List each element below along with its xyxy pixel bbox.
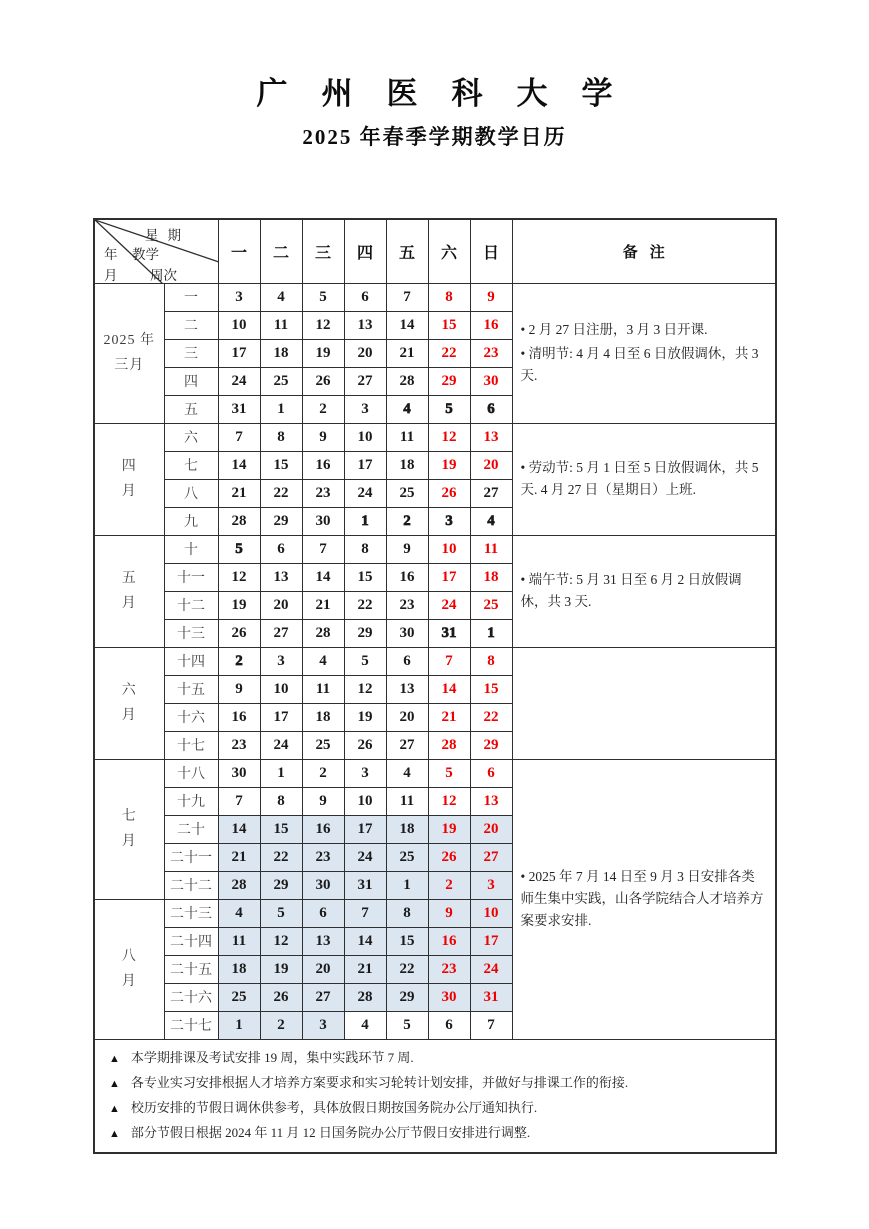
date-cell: 7 bbox=[218, 787, 260, 815]
date-cell: 3 bbox=[428, 507, 470, 535]
date-cell: 14 bbox=[386, 311, 428, 339]
teaching-week-number: 二十 bbox=[164, 815, 218, 843]
date-cell: 31 bbox=[428, 619, 470, 647]
date-cell: 24 bbox=[344, 479, 386, 507]
teaching-week-number: 十七 bbox=[164, 731, 218, 759]
date-cell: 24 bbox=[218, 367, 260, 395]
date-cell: 14 bbox=[218, 451, 260, 479]
date-cell: 11 bbox=[218, 927, 260, 955]
date-cell: 9 bbox=[302, 423, 344, 451]
teaching-week-number: 十九 bbox=[164, 787, 218, 815]
remarks-cell bbox=[512, 283, 776, 423]
date-cell: 13 bbox=[470, 423, 512, 451]
date-cell: 21 bbox=[218, 843, 260, 871]
teaching-week-number: 二 bbox=[164, 311, 218, 339]
date-cell: 26 bbox=[428, 843, 470, 871]
remark-paragraph: • 2 月 27 日注册，3 月 3 日开课. bbox=[520, 322, 708, 337]
teaching-week-number: 十六 bbox=[164, 703, 218, 731]
date-cell: 29 bbox=[386, 983, 428, 1011]
date-cell: 27 bbox=[386, 731, 428, 759]
date-cell: 10 bbox=[344, 423, 386, 451]
date-cell: 8 bbox=[470, 647, 512, 675]
teaching-week-number: 九 bbox=[164, 507, 218, 535]
date-cell: 10 bbox=[260, 675, 302, 703]
month-label: 四 月 bbox=[94, 423, 164, 535]
date-cell: 24 bbox=[428, 591, 470, 619]
footer-notes-cell bbox=[94, 1039, 776, 1153]
date-cell: 11 bbox=[386, 423, 428, 451]
date-cell: 26 bbox=[302, 367, 344, 395]
date-cell: 3 bbox=[470, 871, 512, 899]
date-cell: 9 bbox=[386, 535, 428, 563]
date-cell: 21 bbox=[302, 591, 344, 619]
date-cell: 29 bbox=[260, 871, 302, 899]
date-cell: 7 bbox=[218, 423, 260, 451]
date-cell: 4 bbox=[302, 647, 344, 675]
date-cell: 18 bbox=[386, 815, 428, 843]
date-cell: 12 bbox=[260, 927, 302, 955]
date-cell: 27 bbox=[302, 983, 344, 1011]
date-cell: 5 bbox=[428, 759, 470, 787]
corner-label-month: 月 bbox=[104, 268, 118, 283]
date-cell: 1 bbox=[470, 619, 512, 647]
teaching-week-number: 十五 bbox=[164, 675, 218, 703]
date-cell: 21 bbox=[428, 703, 470, 731]
date-cell: 29 bbox=[344, 619, 386, 647]
date-cell: 11 bbox=[386, 787, 428, 815]
day-header-fri: 五 bbox=[386, 219, 428, 283]
date-cell: 3 bbox=[344, 759, 386, 787]
date-cell: 3 bbox=[302, 1011, 344, 1039]
date-cell: 3 bbox=[218, 283, 260, 311]
date-cell: 17 bbox=[344, 815, 386, 843]
date-cell: 29 bbox=[428, 367, 470, 395]
date-cell: 12 bbox=[302, 311, 344, 339]
date-cell: 7 bbox=[428, 647, 470, 675]
date-cell: 2 bbox=[302, 759, 344, 787]
date-cell: 19 bbox=[218, 591, 260, 619]
date-cell: 31 bbox=[218, 395, 260, 423]
date-cell: 1 bbox=[386, 871, 428, 899]
date-cell: 10 bbox=[470, 899, 512, 927]
footer-row bbox=[94, 1039, 776, 1153]
date-cell: 12 bbox=[344, 675, 386, 703]
date-cell: 6 bbox=[428, 1011, 470, 1039]
date-cell: 28 bbox=[302, 619, 344, 647]
date-cell: 19 bbox=[344, 703, 386, 731]
corner-label-year: 年 bbox=[104, 247, 118, 262]
date-cell: 30 bbox=[218, 759, 260, 787]
date-cell: 20 bbox=[470, 815, 512, 843]
footer-note-line: ▲ 各专业实习安排根据人才培养方案要求和实习轮转计划安排，并做好与排课工作的衔接. bbox=[109, 1074, 629, 1090]
date-cell: 27 bbox=[260, 619, 302, 647]
date-cell: 19 bbox=[302, 339, 344, 367]
date-cell: 23 bbox=[218, 731, 260, 759]
date-cell: 30 bbox=[386, 619, 428, 647]
date-cell: 23 bbox=[428, 955, 470, 983]
triangle-bullet-icon: ▲ bbox=[109, 1102, 120, 1115]
date-cell: 2 bbox=[218, 647, 260, 675]
date-cell: 22 bbox=[386, 955, 428, 983]
teaching-week-number: 一 bbox=[164, 283, 218, 311]
date-cell: 20 bbox=[470, 451, 512, 479]
calendar-table bbox=[93, 218, 777, 1154]
date-cell: 5 bbox=[344, 647, 386, 675]
remarks-cell bbox=[512, 423, 776, 535]
date-cell: 12 bbox=[218, 563, 260, 591]
date-cell: 2 bbox=[386, 507, 428, 535]
date-cell: 5 bbox=[218, 535, 260, 563]
date-cell: 23 bbox=[302, 843, 344, 871]
teaching-week-number: 五 bbox=[164, 395, 218, 423]
date-cell: 19 bbox=[428, 451, 470, 479]
date-cell: 5 bbox=[302, 283, 344, 311]
teaching-week-number: 二十六 bbox=[164, 983, 218, 1011]
date-cell: 18 bbox=[302, 703, 344, 731]
remarks-cell bbox=[512, 759, 776, 1039]
teaching-week-number: 二十五 bbox=[164, 955, 218, 983]
date-cell: 16 bbox=[470, 311, 512, 339]
date-cell: 23 bbox=[302, 479, 344, 507]
date-cell: 21 bbox=[218, 479, 260, 507]
header-row bbox=[94, 219, 776, 283]
teaching-week-number: 二十七 bbox=[164, 1011, 218, 1039]
teaching-week-number: 十三 bbox=[164, 619, 218, 647]
date-cell: 10 bbox=[218, 311, 260, 339]
teaching-week-number: 十一 bbox=[164, 563, 218, 591]
date-cell: 27 bbox=[470, 843, 512, 871]
teaching-week-number: 十二 bbox=[164, 591, 218, 619]
date-cell: 11 bbox=[470, 535, 512, 563]
date-cell: 27 bbox=[470, 479, 512, 507]
teaching-week-number: 十八 bbox=[164, 759, 218, 787]
date-cell: 15 bbox=[344, 563, 386, 591]
teaching-week-number: 八 bbox=[164, 479, 218, 507]
date-cell: 26 bbox=[218, 619, 260, 647]
date-cell: 1 bbox=[260, 759, 302, 787]
date-cell: 30 bbox=[302, 871, 344, 899]
date-cell: 30 bbox=[428, 983, 470, 1011]
triangle-bullet-icon: ▲ bbox=[109, 1077, 120, 1090]
date-cell: 26 bbox=[344, 731, 386, 759]
date-cell: 18 bbox=[386, 451, 428, 479]
remark-paragraph: • 2025 年 7 月 14 日至 9 月 3 日安排各类师生集中实践，山各学院结合人才培养方案要求安排. bbox=[520, 869, 764, 928]
month-label: 五 月 bbox=[94, 535, 164, 647]
date-cell: 14 bbox=[302, 563, 344, 591]
date-cell: 15 bbox=[470, 675, 512, 703]
date-cell: 13 bbox=[470, 787, 512, 815]
date-cell: 13 bbox=[386, 675, 428, 703]
date-cell: 1 bbox=[260, 395, 302, 423]
date-cell: 13 bbox=[344, 311, 386, 339]
day-header-sun: 日 bbox=[470, 219, 512, 283]
date-cell: 21 bbox=[386, 339, 428, 367]
date-cell: 17 bbox=[428, 563, 470, 591]
date-cell: 29 bbox=[470, 731, 512, 759]
date-cell: 21 bbox=[344, 955, 386, 983]
date-cell: 25 bbox=[470, 591, 512, 619]
date-cell: 20 bbox=[260, 591, 302, 619]
date-cell: 17 bbox=[344, 451, 386, 479]
date-cell: 17 bbox=[260, 703, 302, 731]
date-cell: 18 bbox=[218, 955, 260, 983]
teaching-week-number: 十 bbox=[164, 535, 218, 563]
date-cell: 8 bbox=[344, 535, 386, 563]
date-cell: 28 bbox=[218, 871, 260, 899]
month-label: 2025 年 三月 bbox=[94, 283, 164, 423]
date-cell: 29 bbox=[260, 507, 302, 535]
month-label: 六 月 bbox=[94, 647, 164, 759]
week-row bbox=[94, 283, 776, 311]
date-cell: 15 bbox=[386, 927, 428, 955]
date-cell: 18 bbox=[260, 339, 302, 367]
footer-note-line: ▲ 本学期排课及考试安排 19 周，集中实践环节 7 周. bbox=[109, 1049, 414, 1065]
date-cell: 6 bbox=[302, 899, 344, 927]
date-cell: 2 bbox=[428, 871, 470, 899]
date-cell: 24 bbox=[344, 843, 386, 871]
corner-label-weekno: 周次 bbox=[150, 268, 177, 283]
date-cell: 3 bbox=[260, 647, 302, 675]
date-cell: 22 bbox=[470, 703, 512, 731]
date-cell: 4 bbox=[470, 507, 512, 535]
date-cell: 9 bbox=[428, 899, 470, 927]
date-cell: 25 bbox=[386, 479, 428, 507]
teaching-week-number: 四 bbox=[164, 367, 218, 395]
date-cell: 4 bbox=[260, 283, 302, 311]
date-cell: 5 bbox=[386, 1011, 428, 1039]
day-header-mon: 一 bbox=[218, 219, 260, 283]
date-cell: 4 bbox=[386, 395, 428, 423]
week-row bbox=[94, 759, 776, 787]
footer-note-line: ▲ 校历安排的节假日调休供参考，具体放假日期按国务院办公厅通知执行. bbox=[109, 1099, 538, 1115]
date-cell: 28 bbox=[428, 731, 470, 759]
date-cell: 4 bbox=[218, 899, 260, 927]
corner-header bbox=[94, 219, 218, 283]
date-cell: 22 bbox=[260, 479, 302, 507]
date-cell: 25 bbox=[260, 367, 302, 395]
date-cell: 11 bbox=[260, 311, 302, 339]
date-cell: 28 bbox=[344, 983, 386, 1011]
page-title: 广州医科大学 bbox=[256, 76, 647, 111]
date-cell: 6 bbox=[470, 759, 512, 787]
date-cell: 22 bbox=[260, 843, 302, 871]
page-subtitle: 2025 年春季学期教学日历 bbox=[302, 125, 567, 149]
day-header-wed: 三 bbox=[302, 219, 344, 283]
date-cell: 16 bbox=[218, 703, 260, 731]
corner-label-weekday: 星期 bbox=[145, 228, 190, 243]
date-cell: 22 bbox=[344, 591, 386, 619]
date-cell: 16 bbox=[302, 451, 344, 479]
date-cell: 26 bbox=[260, 983, 302, 1011]
remark-paragraph: • 端午节: 5 月 31 日至 6 月 2 日放假调休，共 3 天. bbox=[520, 572, 742, 609]
teaching-week-number: 七 bbox=[164, 451, 218, 479]
teaching-week-number: 十四 bbox=[164, 647, 218, 675]
week-row bbox=[94, 647, 776, 675]
date-cell: 12 bbox=[428, 787, 470, 815]
date-cell: 25 bbox=[302, 731, 344, 759]
date-cell: 20 bbox=[386, 703, 428, 731]
date-cell: 6 bbox=[386, 647, 428, 675]
month-label: 八 月 bbox=[94, 899, 164, 1039]
date-cell: 19 bbox=[260, 955, 302, 983]
date-cell: 30 bbox=[302, 507, 344, 535]
date-cell: 17 bbox=[470, 927, 512, 955]
date-cell: 3 bbox=[344, 395, 386, 423]
date-cell: 15 bbox=[260, 815, 302, 843]
corner-label-teaching: 教学 bbox=[132, 247, 159, 262]
date-cell: 11 bbox=[302, 675, 344, 703]
teaching-week-number: 二十四 bbox=[164, 927, 218, 955]
date-cell: 12 bbox=[428, 423, 470, 451]
date-cell: 8 bbox=[428, 283, 470, 311]
date-cell: 16 bbox=[386, 563, 428, 591]
date-cell: 22 bbox=[428, 339, 470, 367]
date-cell: 8 bbox=[260, 423, 302, 451]
date-cell: 9 bbox=[470, 283, 512, 311]
date-cell: 9 bbox=[218, 675, 260, 703]
date-cell: 20 bbox=[344, 339, 386, 367]
week-row bbox=[94, 535, 776, 563]
date-cell: 9 bbox=[302, 787, 344, 815]
date-cell: 6 bbox=[344, 283, 386, 311]
date-cell: 8 bbox=[386, 899, 428, 927]
date-cell: 25 bbox=[218, 983, 260, 1011]
date-cell: 28 bbox=[218, 507, 260, 535]
date-cell: 23 bbox=[386, 591, 428, 619]
date-cell: 24 bbox=[260, 731, 302, 759]
date-cell: 24 bbox=[470, 955, 512, 983]
date-cell: 5 bbox=[260, 899, 302, 927]
date-cell: 28 bbox=[386, 367, 428, 395]
week-row bbox=[94, 423, 776, 451]
month-label: 七 月 bbox=[94, 759, 164, 899]
triangle-bullet-icon: ▲ bbox=[109, 1052, 120, 1065]
date-cell: 4 bbox=[386, 759, 428, 787]
date-cell: 6 bbox=[260, 535, 302, 563]
teaching-week-number: 二十二 bbox=[164, 871, 218, 899]
date-cell: 27 bbox=[344, 367, 386, 395]
date-cell: 1 bbox=[218, 1011, 260, 1039]
date-cell: 19 bbox=[428, 815, 470, 843]
teaching-week-number: 六 bbox=[164, 423, 218, 451]
date-cell: 14 bbox=[344, 927, 386, 955]
date-cell: 7 bbox=[344, 899, 386, 927]
day-header-thu: 四 bbox=[344, 219, 386, 283]
date-cell: 10 bbox=[344, 787, 386, 815]
teaching-week-number: 三 bbox=[164, 339, 218, 367]
date-cell: 5 bbox=[428, 395, 470, 423]
date-cell: 13 bbox=[302, 927, 344, 955]
date-cell: 31 bbox=[470, 983, 512, 1011]
date-cell: 10 bbox=[428, 535, 470, 563]
date-cell: 23 bbox=[470, 339, 512, 367]
remark-paragraph: • 清明节: 4 月 4 日至 6 日放假调休，共 3 天. bbox=[520, 346, 759, 383]
date-cell: 2 bbox=[302, 395, 344, 423]
date-cell: 15 bbox=[260, 451, 302, 479]
date-cell: 17 bbox=[218, 339, 260, 367]
date-cell: 14 bbox=[428, 675, 470, 703]
day-header-tue: 二 bbox=[260, 219, 302, 283]
date-cell: 15 bbox=[428, 311, 470, 339]
remarks-cell bbox=[512, 535, 776, 647]
remarks-cell bbox=[512, 647, 776, 759]
date-cell: 16 bbox=[428, 927, 470, 955]
date-cell: 4 bbox=[344, 1011, 386, 1039]
day-header-sat: 六 bbox=[428, 219, 470, 283]
date-cell: 18 bbox=[470, 563, 512, 591]
footer-note-line: ▲ 部分节假日根据 2024 年 11 月 12 日国务院办公厅节假日安排进行调整. bbox=[109, 1124, 531, 1140]
date-cell: 7 bbox=[470, 1011, 512, 1039]
date-cell: 8 bbox=[260, 787, 302, 815]
remarks-header: 备注 bbox=[512, 219, 776, 283]
date-cell: 7 bbox=[386, 283, 428, 311]
remark-paragraph: • 劳动节: 5 月 1 日至 5 日放假调休，共 5 天. 4 月 27 日（星期日）上班. bbox=[520, 460, 759, 497]
teaching-week-number: 二十一 bbox=[164, 843, 218, 871]
triangle-bullet-icon: ▲ bbox=[109, 1127, 120, 1140]
date-cell: 2 bbox=[260, 1011, 302, 1039]
date-cell: 16 bbox=[302, 815, 344, 843]
date-cell: 25 bbox=[386, 843, 428, 871]
date-cell: 7 bbox=[302, 535, 344, 563]
date-cell: 26 bbox=[428, 479, 470, 507]
date-cell: 6 bbox=[470, 395, 512, 423]
teaching-week-number: 二十三 bbox=[164, 899, 218, 927]
date-cell: 1 bbox=[344, 507, 386, 535]
date-cell: 14 bbox=[218, 815, 260, 843]
date-cell: 13 bbox=[260, 563, 302, 591]
date-cell: 30 bbox=[470, 367, 512, 395]
date-cell: 20 bbox=[302, 955, 344, 983]
date-cell: 31 bbox=[344, 871, 386, 899]
